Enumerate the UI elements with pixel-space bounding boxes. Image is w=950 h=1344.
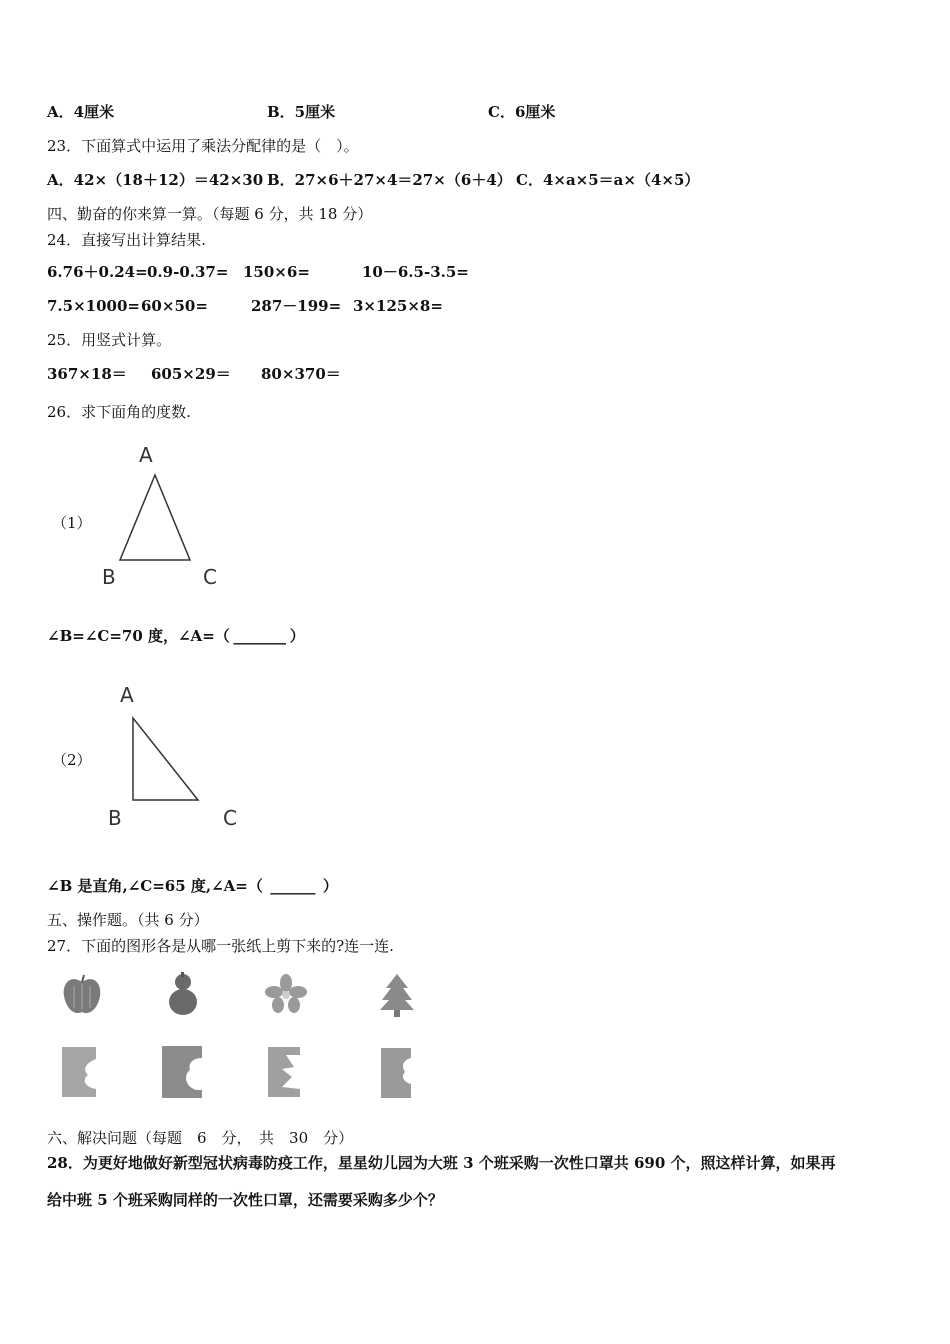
q25-stem: 25．用竖式计算。 — [47, 331, 172, 349]
gourd-shape-icon[interactable] — [165, 970, 201, 1018]
paper-b-icon[interactable] — [162, 1046, 202, 1098]
vertex-label-b: B — [108, 806, 122, 830]
q26-part2-label: （2） — [52, 751, 92, 769]
q27-stem: 27．下面的图形各是从哪一张纸上剪下来的?连一连. — [47, 937, 394, 955]
condition-text: ∠B=∠C=70 度，∠A=（ — [47, 627, 230, 645]
vertex-label-c: C — [203, 565, 217, 589]
q26-part1-label: （1） — [52, 514, 92, 532]
q22-option-a: A．4厘米 — [47, 103, 115, 121]
section6-title: 六、解决问题（每题 6 分， 共 30 分） — [47, 1129, 354, 1147]
apple-shape-icon[interactable] — [60, 972, 104, 1018]
paper-d-icon[interactable] — [381, 1048, 411, 1098]
isosceles-triangle-figure — [95, 440, 235, 590]
answer-blank[interactable]: ______ — [270, 877, 316, 895]
q24-item: 0.9-0.37= — [147, 263, 229, 281]
q28-line-2: 给中班 5 个班采购同样的一次性口罩，还需要采购多少个？ — [47, 1191, 443, 1209]
q24-item: 3×125×8= — [353, 297, 443, 315]
condition-text: ∠B 是直角,∠C=65 度,∠A=（ — [47, 877, 263, 895]
q22-option-c: C．6厘米 — [488, 103, 556, 121]
paper-c-icon[interactable] — [268, 1047, 300, 1097]
vertex-label-a: A — [139, 443, 153, 467]
q24-item: 6.76＋0.24= — [47, 263, 148, 281]
q25-item: 605×29＝ — [151, 365, 231, 383]
section4-title: 四、勤奋的你来算一算。（每题 6 分，共 18 分） — [47, 205, 373, 223]
close-paren: ） — [322, 877, 338, 895]
triangle-2-shape — [133, 718, 198, 800]
tree-shape-icon[interactable] — [378, 972, 416, 1018]
q24-item: 10－6.5-3.5= — [362, 263, 469, 281]
q28-line-1: 28．为更好地做好新型冠状病毒防疫工作，星星幼儿园为大班 3 个班采购一次性口罩共 690 个，照这样计算，如果再 — [47, 1154, 836, 1172]
q26-part1-condition — [47, 626, 305, 646]
q26-stem: 26．求下面角的度数. — [47, 403, 191, 421]
q22-option-b: B．5厘米 — [267, 103, 336, 121]
paper-a-icon[interactable] — [62, 1047, 96, 1097]
q25-item: 367×18＝ — [47, 365, 127, 383]
q24-item: 287－199= — [251, 297, 342, 315]
flower-shape-icon[interactable] — [264, 974, 308, 1014]
q26-part2-condition — [47, 876, 338, 896]
q23-option-a: A．42×（18＋12）＝42×30 — [47, 171, 264, 189]
triangle-1-shape — [120, 475, 190, 560]
vertex-label-c: C — [223, 806, 237, 830]
section5-title: 五、操作题。（共 6 分） — [47, 911, 209, 929]
right-triangle-figure — [100, 680, 250, 835]
close-paren: ） — [289, 627, 305, 645]
vertex-label-a: A — [120, 683, 134, 707]
q24-item: 7.5×1000= — [47, 297, 140, 315]
q24-item: 150×6= — [243, 263, 310, 281]
vertex-label-b: B — [102, 565, 116, 589]
q25-item: 80×370＝ — [261, 365, 341, 383]
q23-option-c: C．4×a×5＝a×（4×5） — [516, 171, 700, 189]
q23-stem: 23．下面算式中运用了乘法分配律的是（ ）。 — [47, 137, 359, 155]
q24-stem: 24．直接写出计算结果. — [47, 231, 206, 249]
q23-option-b: B．27×6＋27×4＝27×（6＋4） — [267, 171, 512, 189]
q24-item: 60×50= — [141, 297, 208, 315]
answer-blank[interactable]: _______ — [233, 627, 287, 645]
